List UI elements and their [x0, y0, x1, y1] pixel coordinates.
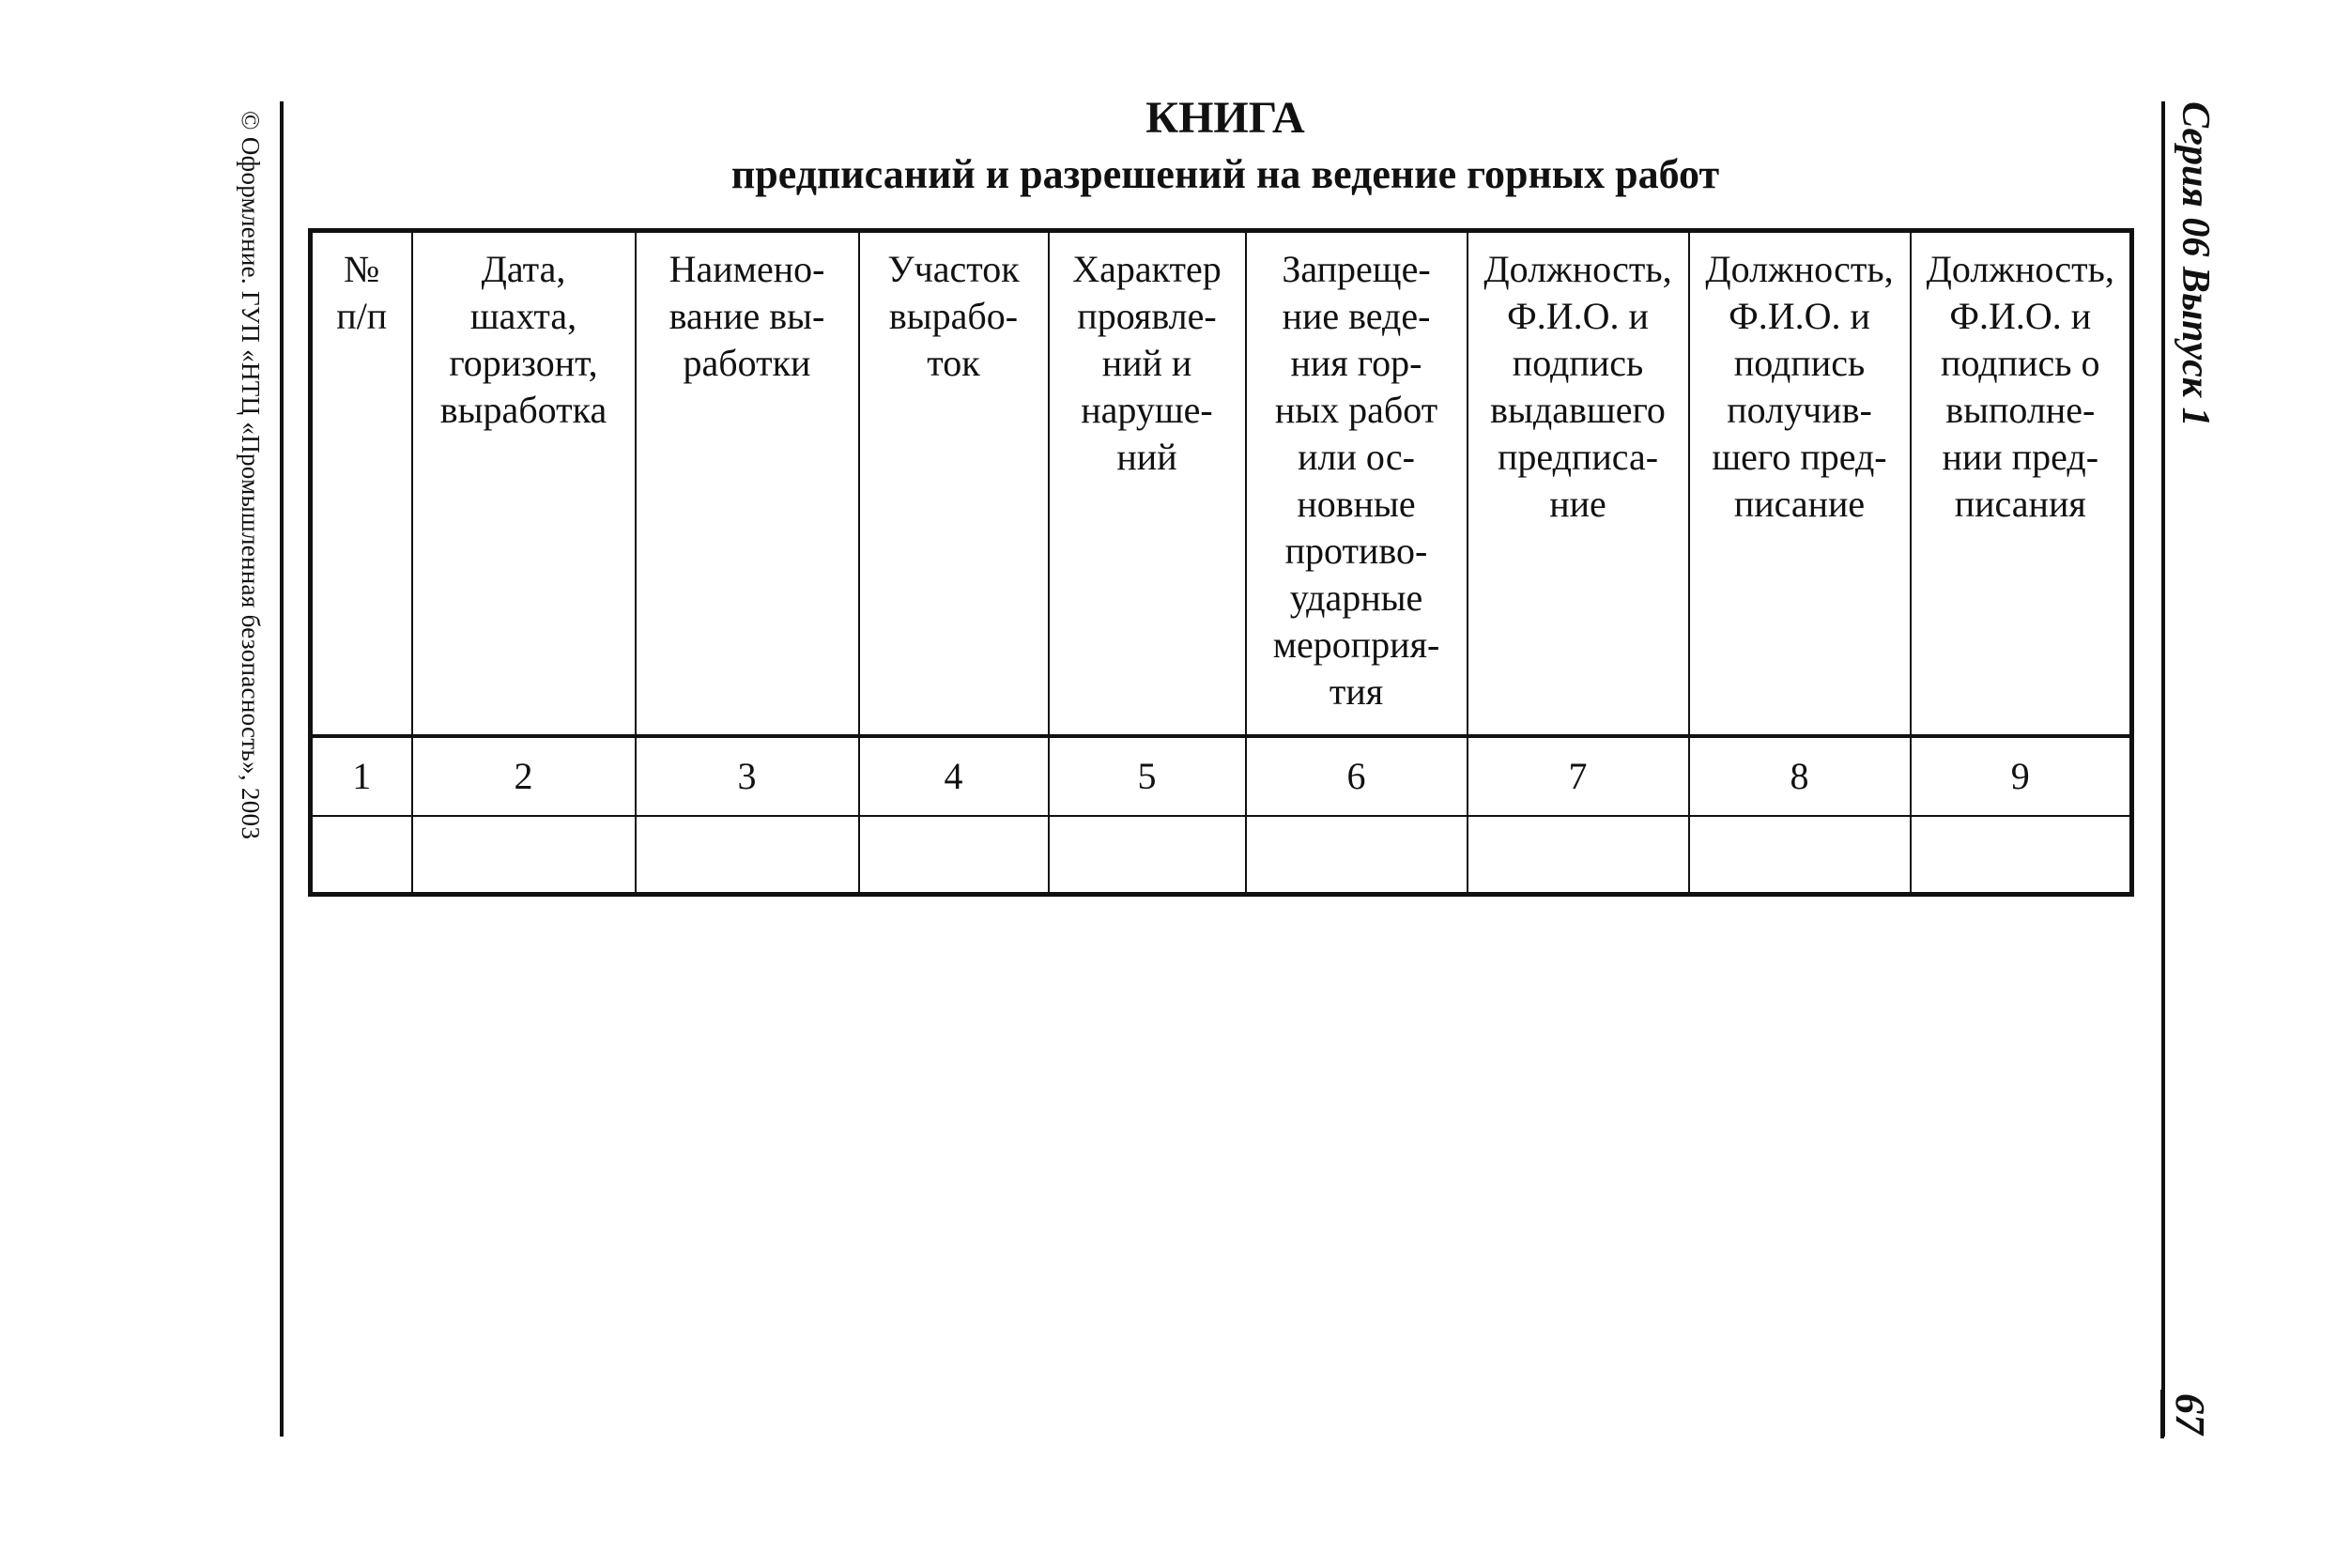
column-number-cell: 9 [1911, 736, 2132, 816]
column-header-working-name [636, 231, 859, 737]
empty-cell [636, 816, 859, 895]
column-number-cell: 5 [1049, 736, 1246, 816]
column-header-date [412, 231, 636, 737]
column-header-label: Характер проявле- ний и наруше- ний [1072, 248, 1222, 478]
column-header-manifestation [1049, 231, 1246, 737]
column-number-cell: 7 [1468, 736, 1689, 816]
column-number-cell: 6 [1246, 736, 1468, 816]
column-number-cell: 4 [859, 736, 1049, 816]
empty-cell [311, 816, 412, 895]
column-number-cell: 1 [311, 736, 412, 816]
column-header-label: Должность, Ф.И.О. и подпись выдавшего предписа- ние [1483, 248, 1672, 525]
empty-cell [1049, 816, 1246, 895]
left-margin-rule [280, 101, 284, 1437]
publisher-credit: © Оформление. ГУП «НТЦ «Промышленная безопасность», 2003 [237, 111, 265, 840]
column-header-label: Запреще- ние веде- ния гор- ных работ или ос- новные противо- ударные мероприя- тия [1272, 248, 1440, 713]
column-header-label: Дата, шахта, горизонт, выработка [439, 248, 607, 431]
empty-cell [1689, 816, 1911, 895]
orders-journal-table [308, 228, 2134, 897]
document-subtitle: предписаний и разрешений на ведение горных работ [730, 151, 1720, 197]
right-margin-rule [2161, 101, 2165, 1437]
column-number-cell: 8 [1689, 736, 1911, 816]
empty-cell [1911, 816, 2132, 895]
page-number: 67 [2160, 1390, 2214, 1438]
column-header-label: Наимено- вание вы- работки [669, 248, 825, 384]
column-header-label: Должность, Ф.И.О. и подпись о выполне- нии пред- писания [1926, 248, 2114, 525]
column-header-label: Участок вырабо- ток [887, 248, 1020, 384]
empty-cell [1468, 816, 1689, 895]
series-label: Серия 06 Выпуск 1 [2174, 101, 2217, 427]
column-number-cell: 2 [412, 736, 636, 816]
column-header-issuer [1468, 231, 1689, 737]
empty-entry-row [311, 816, 2132, 895]
column-header-section [859, 231, 1049, 737]
column-number-row [311, 736, 2132, 816]
column-header-label: № п/п [336, 248, 388, 337]
header-row [311, 231, 2132, 737]
column-header-receiver [1689, 231, 1911, 737]
column-header-prohibition [1246, 231, 1468, 737]
column-header-label: Должность, Ф.И.О. и подпись получив- шего пред- писание [1705, 248, 1894, 525]
column-header-number [311, 231, 412, 737]
empty-cell [859, 816, 1049, 895]
column-header-completion [1911, 231, 2132, 737]
empty-cell [412, 816, 636, 895]
column-number-cell: 3 [636, 736, 859, 816]
empty-cell [1246, 816, 1468, 895]
document-title: КНИГА [1145, 93, 1305, 143]
